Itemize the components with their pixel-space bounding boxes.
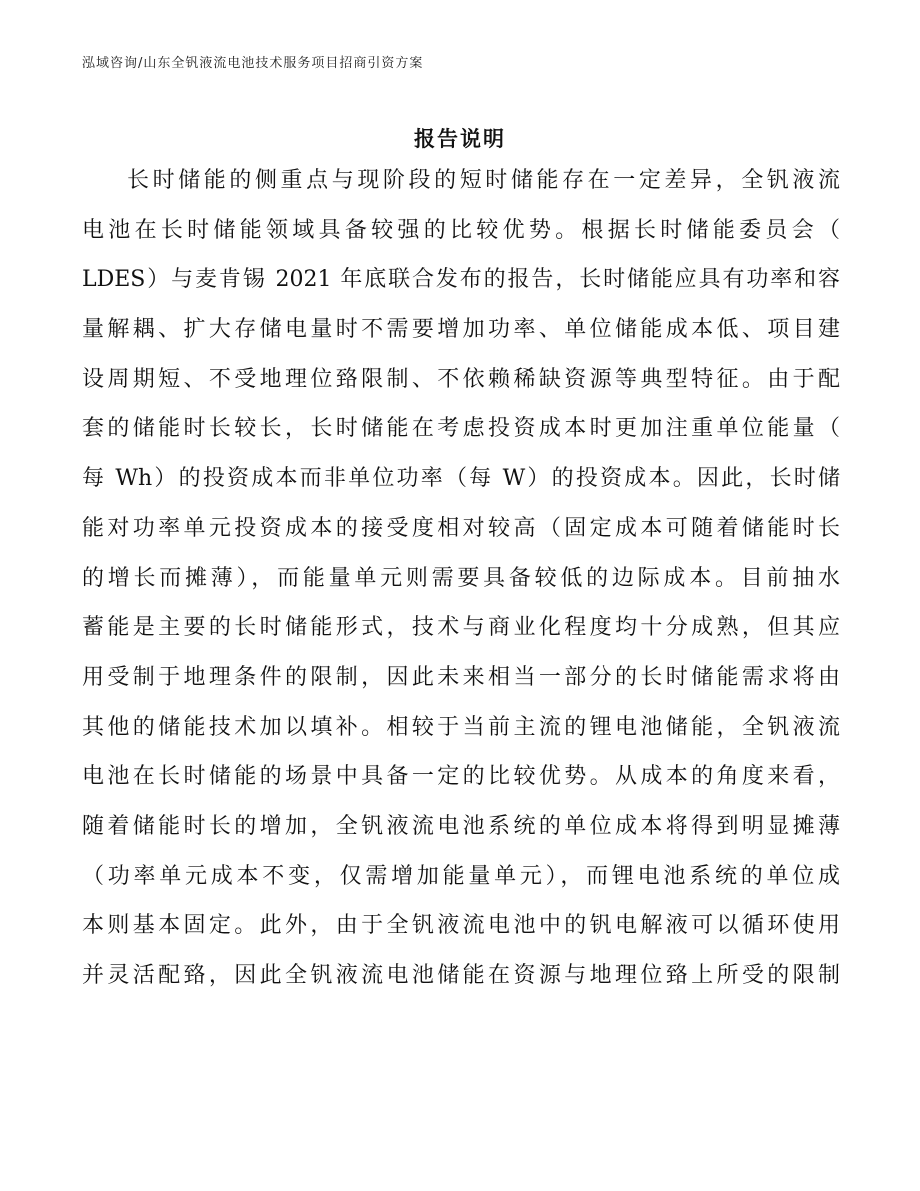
paragraph-line: 套的储能时长较长，长时储能在考虑投资成本时更加注重单位能量（ (82, 416, 840, 442)
page-title: 报告说明 (414, 127, 506, 151)
paragraph-line: 设周期短、不受地理位臵限制、不依赖稀缺资源等典型特征。由于配 (82, 366, 840, 392)
paragraph-line: 随着储能时长的增加，全钒液流电池系统的单位成本将得到明显摊薄 (82, 813, 840, 839)
paragraph-line: 能对功率单元投资成本的接受度相对较高（固定成本可随着储能时长 (82, 515, 840, 541)
paragraph-line: 本则基本固定。此外，由于全钒液流电池中的钒电解液可以循环使用 (82, 913, 840, 939)
paragraph-line: 用受制于地理条件的限制，因此未来相当一部分的长时储能需求将由 (82, 664, 840, 690)
paragraph-line: 并灵活配臵，因此全钒液流电池储能在资源与地理位臵上所受的限制 (82, 963, 840, 988)
paragraph-line: （功率单元成本不变，仅需增加能量单元），而锂电池系统的单位成 (82, 863, 840, 889)
paragraph-line: 长时储能的侧重点与现阶段的短时储能存在一定差异，全钒液流 (127, 168, 840, 193)
paragraph-line: 每 Wh）的投资成本而非单位功率（每 W）的投资成本。因此，长时储 (82, 466, 840, 492)
page-header: 泓域咨询/山东全钒液流电池技术服务项目招商引资方案 (82, 56, 424, 71)
paragraph-line: 电池在长时储能领域具备较强的比较优势。根据长时储能委员会（ (82, 217, 840, 243)
paragraph-line: 电池在长时储能的场景中具备一定的比较优势。从成本的角度来看， (82, 764, 840, 790)
paragraph-line: 量解耦、扩大存储电量时不需要增加功率、单位储能成本低、项目建 (82, 317, 840, 343)
paragraph-line: 的增长而摊薄），而能量单元则需要具备较低的边际成本。目前抽水 (82, 565, 840, 591)
paragraph-line: 其他的储能技术加以填补。相较于当前主流的锂电池储能，全钒液流 (82, 714, 840, 740)
paragraph-line: LDES）与麦肯锡 2021 年底联合发布的报告，长时储能应具有功率和容 (82, 267, 840, 293)
paragraph-line: 蓄能是主要的长时储能形式，技术与商业化程度均十分成熟，但其应 (82, 615, 840, 641)
body-paragraph (82, 164, 840, 1009)
